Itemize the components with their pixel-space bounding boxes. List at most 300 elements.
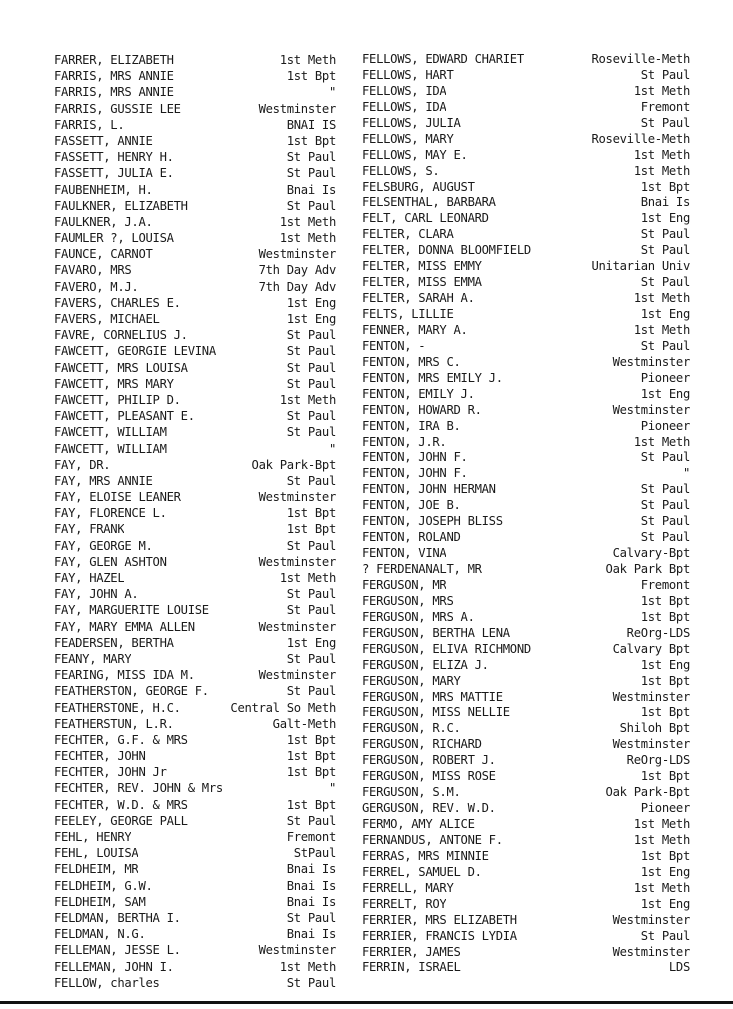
church-name: St Paul <box>286 473 336 488</box>
person-name: FELTER, SARAH A. <box>362 291 475 306</box>
list-item <box>362 658 690 674</box>
list-item <box>54 813 336 829</box>
person-name: FERGUSON, MRS A. <box>362 609 475 624</box>
person-name: FARRIS, L. <box>54 117 125 132</box>
person-name: FECHTER, G.F. & MRS <box>54 732 188 747</box>
person-name: FERRIER, FRANCIS LYDIA <box>362 928 517 943</box>
church-name: 1st Bpt <box>286 732 336 747</box>
list-item <box>362 450 690 466</box>
person-name: FAUNCE, CARNOT <box>54 247 153 262</box>
person-name: FAVRE, CORNELIUS J. <box>54 328 188 343</box>
list-item <box>362 466 690 482</box>
list-item <box>362 227 690 243</box>
list-item <box>362 817 690 833</box>
list-item <box>362 403 690 419</box>
list-item <box>54 861 336 877</box>
church-name: 1st Meth <box>633 817 690 831</box>
church-name: 1st Eng <box>286 295 336 310</box>
church-name: Bnai Is <box>286 894 336 909</box>
list-item <box>362 881 690 897</box>
list-item <box>54 878 336 894</box>
person-name: FAY, MARY EMMA ALLEN <box>54 619 195 634</box>
person-name: FAVERS, MICHAEL <box>54 312 160 326</box>
right-column <box>362 52 690 976</box>
list-item <box>362 52 690 68</box>
list-item <box>54 392 336 408</box>
person-name: FENTON, JOHN HERMAN <box>362 482 496 497</box>
list-item <box>362 100 690 116</box>
list-item <box>54 165 336 181</box>
person-name: FERGUSON, MR <box>362 577 447 592</box>
list-item <box>54 84 336 100</box>
church-name: Calvary-Bpt <box>612 546 690 561</box>
person-name: FAVERO, M.J. <box>54 279 139 294</box>
list-item <box>362 482 690 498</box>
church-name: 1st Bpt <box>640 609 690 624</box>
person-name: FAY, DR. <box>54 457 111 472</box>
church-name: Calvary Bpt <box>612 641 690 656</box>
list-item <box>54 683 336 699</box>
church-name: St Paul <box>640 450 690 465</box>
list-item <box>54 975 336 991</box>
church-name: St Paul <box>640 67 690 82</box>
person-name: FECHTER, JOHN <box>54 749 146 764</box>
list-item <box>54 910 336 926</box>
list-item <box>54 845 336 861</box>
list-item <box>362 180 690 196</box>
person-name: FECHTER, REV. JOHN & Mrs <box>54 781 223 796</box>
church-name: 1st Meth <box>633 322 690 337</box>
list-item <box>362 897 690 913</box>
list-item <box>54 182 336 198</box>
person-name: FENTON, JOSEPH BLISS <box>362 514 503 529</box>
church-name: 1st Eng <box>640 657 690 672</box>
church-name: St Paul <box>640 243 690 258</box>
person-name: FAVERS, CHARLES E. <box>54 295 181 310</box>
church-name: 1st Bpt <box>286 749 336 764</box>
person-name: GERGUSON, REV. W.D. <box>362 801 496 816</box>
person-name: FAY, HAZEL <box>54 571 125 585</box>
church-name: St Paul <box>640 275 690 290</box>
person-name: FEELEY, GEORGE PALL <box>54 813 188 828</box>
list-item <box>362 195 690 211</box>
church-name: Westminster <box>258 619 336 634</box>
list-item <box>362 148 690 164</box>
church-name: 1st Meth <box>279 53 336 67</box>
person-name: FAWCETT, WILLIAM <box>54 441 167 456</box>
person-name: FEATHERSTON, GEORGE F. <box>54 684 209 699</box>
church-name: Westminster <box>258 668 336 683</box>
list-item <box>54 327 336 343</box>
list-item <box>362 307 690 323</box>
person-name: FELTS, LILLIE <box>362 307 454 321</box>
list-item <box>54 473 336 489</box>
list-item <box>362 833 690 849</box>
church-name: Westminster <box>612 737 690 752</box>
church-name: 1st Meth <box>279 231 336 246</box>
list-item <box>54 926 336 942</box>
church-name: Unitarian Univ <box>591 259 690 274</box>
person-name: FARRIS, MRS ANNIE <box>54 69 174 84</box>
list-item <box>54 959 336 975</box>
list-item <box>362 929 690 945</box>
list-item <box>362 243 690 259</box>
person-name: FERRAS, MRS MINNIE <box>362 848 489 863</box>
person-name: FASSETT, JULIA E. <box>54 166 174 181</box>
list-item <box>54 505 336 521</box>
person-name: FELLOWS, HART <box>362 67 454 82</box>
person-name: FAUBENHEIM, H. <box>54 182 153 197</box>
person-name: FEHL, HENRY <box>54 830 132 844</box>
church-name: 1st Eng <box>640 896 690 911</box>
person-name: FELSENTHAL, BARBARA <box>362 195 496 210</box>
list-item <box>54 489 336 505</box>
person-name: FAY, FLORENCE L. <box>54 506 167 521</box>
church-name: Bnai Is <box>286 182 336 197</box>
list-item <box>362 610 690 626</box>
church-name: 1st Eng <box>640 386 690 401</box>
church-name: Central So Meth <box>230 700 336 715</box>
person-name: FERRIN, ISRAEL <box>362 960 461 975</box>
list-item <box>54 117 336 133</box>
person-name: FAY, ELOISE LEANER <box>54 490 181 505</box>
church-name: 1st Meth <box>633 291 690 306</box>
person-name: FELTER, CLARA <box>362 227 454 242</box>
person-name: FEADERSEN, BERTHA <box>54 635 174 650</box>
church-name: 1st Bpt <box>286 506 336 521</box>
person-name: FARRIS, MRS ANNIE <box>54 85 174 100</box>
person-name: FERGUSON, MRS MATTIE <box>362 689 503 704</box>
list-item <box>54 942 336 958</box>
church-name: St Paul <box>286 603 336 618</box>
church-name: 1st Bpt <box>640 848 690 863</box>
list-item <box>362 498 690 514</box>
list-item <box>54 700 336 716</box>
list-item <box>54 295 336 311</box>
person-name: FELLEMAN, JESSE L. <box>54 943 181 958</box>
person-name: FARRIS, GUSSIE LEE <box>54 101 181 116</box>
person-name: FEHL, LOUISA <box>54 846 139 861</box>
list-item <box>54 230 336 246</box>
person-name: FELTER, DONNA BLOOMFIELD <box>362 243 531 258</box>
church-name: 7th Day Adv <box>258 279 336 294</box>
church-name: 1st Meth <box>633 832 690 847</box>
person-name: FAY, GEORGE M. <box>54 538 153 553</box>
church-name: St Paul <box>286 538 336 553</box>
person-name: FECHTER, JOHN Jr <box>54 765 167 780</box>
person-name: FAWCETT, GEORGIE LEVINA <box>54 344 216 359</box>
list-item <box>54 829 336 845</box>
list-item <box>362 721 690 737</box>
church-name: 1st Eng <box>286 635 336 650</box>
church-name: 1st Eng <box>640 211 690 226</box>
church-name: Westminster <box>258 554 336 569</box>
church-name: St Paul <box>640 482 690 497</box>
list-item <box>362 546 690 562</box>
church-name: ReOrg-LDS <box>626 625 690 640</box>
church-name: 1st Bpt <box>640 769 690 784</box>
church-name: Bnai Is <box>286 878 336 893</box>
person-name: FAWCETT, WILLIAM <box>54 425 167 440</box>
church-name: 1st Meth <box>633 434 690 449</box>
list-item <box>362 68 690 84</box>
church-name: Bnai Is <box>640 195 690 210</box>
person-name: FAULKNER, J.A. <box>54 214 153 229</box>
person-name: FERGUSON, MISS ROSE <box>362 769 496 784</box>
church-name: St Paul <box>286 360 336 375</box>
person-name: FERGUSON, ELIVA RICHMOND <box>362 641 531 656</box>
person-name: FELLOWS, MARY <box>362 131 454 146</box>
church-name: Oak Park Bpt <box>605 562 690 576</box>
church-name: ReOrg-LDS <box>626 753 690 768</box>
church-name: 1st Bpt <box>286 765 336 780</box>
list-item <box>54 619 336 635</box>
list-item <box>362 801 690 817</box>
person-name: FERRIER, JAMES <box>362 944 461 959</box>
person-name: FASSETT, ANNIE <box>54 133 153 148</box>
list-item <box>54 279 336 295</box>
list-item <box>362 387 690 403</box>
person-name: ? FERDENANALT, MR <box>362 562 482 576</box>
person-name: FELSBURG, AUGUST <box>362 179 475 194</box>
person-name: FERGUSON, MRS <box>362 593 454 608</box>
person-name: FEANY, MARY <box>54 651 132 666</box>
church-name: Westminster <box>258 101 336 116</box>
list-item <box>362 960 690 976</box>
church-name: 7th Day Adv <box>258 263 336 278</box>
person-name: FAWCETT, MRS LOUISA <box>54 360 188 375</box>
list-item <box>54 764 336 780</box>
church-name: Fremont <box>640 577 690 592</box>
list-item <box>362 419 690 435</box>
list-item <box>362 913 690 929</box>
person-name: FERRELL, MARY <box>362 880 454 895</box>
person-name: FENTON, JOE B. <box>362 498 461 513</box>
church-name: 1st Meth <box>633 163 690 178</box>
church-name: Oak Park-Bpt <box>605 785 690 800</box>
church-name: " <box>328 85 336 100</box>
church-name: 1st Eng <box>286 312 336 326</box>
church-name: 1st Meth <box>633 147 690 162</box>
person-name: FELLOW, charles <box>54 975 160 990</box>
list-item <box>362 132 690 148</box>
person-name: FENTON, VINA <box>362 546 447 561</box>
list-item <box>362 769 690 785</box>
person-name: FELLOWS, MAY E. <box>362 147 468 162</box>
list-item <box>54 424 336 440</box>
church-name: BNAI IS <box>286 117 336 132</box>
list-item <box>54 52 336 68</box>
church-name: 1st Bpt <box>640 673 690 688</box>
list-item <box>362 355 690 371</box>
list-item <box>362 84 690 100</box>
person-name: FAY, JOHN A. <box>54 587 139 602</box>
church-name: St Paul <box>286 651 336 666</box>
church-name: 1st Meth <box>633 83 690 98</box>
church-name: St Paul <box>286 409 336 424</box>
list-item <box>54 343 336 359</box>
person-name: FENTON, ROLAND <box>362 530 461 545</box>
list-item <box>362 291 690 307</box>
person-name: FENTON, - <box>362 338 426 353</box>
bottom-rule <box>0 1001 733 1004</box>
person-name: FELLOWS, IDA <box>362 83 447 98</box>
church-name: 1st Bpt <box>286 133 336 148</box>
church-name: St Paul <box>286 198 336 213</box>
person-name: FENTON, MRS C. <box>362 354 461 369</box>
church-name: Westminster <box>612 944 690 959</box>
list-item <box>54 732 336 748</box>
church-name: Westminster <box>258 490 336 505</box>
person-name: FELTER, MISS EMMA <box>362 275 482 290</box>
person-name: FERGUSON, MARY <box>362 673 461 688</box>
person-name: FENTON, J.R. <box>362 434 447 449</box>
church-name: St Paul <box>286 166 336 181</box>
church-name: St Paul <box>640 115 690 130</box>
person-name: FERGUSON, S.M. <box>362 785 461 800</box>
church-name: St Paul <box>286 425 336 440</box>
church-name: Galt-Meth <box>272 716 336 731</box>
church-name: Oak Park-Bpt <box>251 457 336 472</box>
person-name: FENNER, MARY A. <box>362 322 468 337</box>
list-item <box>54 748 336 764</box>
church-name: St Paul <box>286 813 336 828</box>
list-item <box>362 562 690 578</box>
church-name: Westminster <box>258 247 336 262</box>
church-name: 1st Bpt <box>640 705 690 720</box>
person-name: FERGUSON, ELIZA J. <box>362 657 489 672</box>
person-name: FAULKNER, ELIZABETH <box>54 198 188 213</box>
person-name: FENTON, HOWARD R. <box>362 402 482 417</box>
person-name: FAY, FRANK <box>54 522 125 537</box>
person-name: FELLOWS, EDWARD CHARIET <box>362 52 524 66</box>
list-item <box>54 408 336 424</box>
church-name: St Paul <box>640 514 690 529</box>
person-name: FAWCETT, MRS MARY <box>54 376 174 391</box>
person-name: FELT, CARL LEONARD <box>362 211 489 226</box>
list-item <box>54 635 336 651</box>
list-item <box>54 214 336 230</box>
list-item <box>362 371 690 387</box>
church-name: Westminster <box>612 689 690 704</box>
church-name: 1st Bpt <box>286 69 336 84</box>
list-item <box>362 594 690 610</box>
list-item <box>54 667 336 683</box>
church-name: " <box>682 466 690 481</box>
person-name: FELLEMAN, JOHN I. <box>54 959 174 974</box>
list-item <box>362 530 690 546</box>
person-name: FENTON, MRS EMILY J. <box>362 370 503 385</box>
person-name: FECHTER, W.D. & MRS <box>54 797 188 812</box>
list-item <box>54 780 336 796</box>
church-name: Pioneer <box>640 418 690 433</box>
church-name: Westminster <box>612 354 690 369</box>
church-name: St Paul <box>286 975 336 990</box>
church-name: Roseville-Meth <box>591 131 690 146</box>
list-item <box>54 68 336 84</box>
person-name: FAY, GLEN ASHTON <box>54 554 167 569</box>
list-item <box>54 311 336 327</box>
list-item <box>54 149 336 165</box>
church-name: Pioneer <box>640 801 690 816</box>
person-name: FENTON, JOHN F. <box>362 466 468 481</box>
person-name: FELTER, MISS EMMY <box>362 259 482 274</box>
church-name: " <box>328 441 336 456</box>
church-name: 1st Meth <box>279 571 336 585</box>
church-name: 1st Bpt <box>640 179 690 194</box>
person-name: FELDMAN, BERTHA I. <box>54 910 181 925</box>
person-name: FENTON, IRA B. <box>362 418 461 433</box>
person-name: FAWCETT, PLEASANT E. <box>54 409 195 424</box>
person-name: FEATHERSTUN, L.R. <box>54 716 174 731</box>
person-name: FERRELT, ROY <box>362 896 447 911</box>
list-item <box>54 586 336 602</box>
person-name: FELDHEIM, SAM <box>54 894 146 909</box>
church-name: Westminster <box>612 912 690 927</box>
person-name: FAVARO, MRS <box>54 263 132 278</box>
list-item <box>54 554 336 570</box>
church-name: St Paul <box>286 328 336 343</box>
list-item <box>362 849 690 865</box>
list-item <box>362 945 690 961</box>
church-name: LDS <box>668 960 690 975</box>
person-name: FAY, MRS ANNIE <box>54 473 153 488</box>
list-item <box>362 275 690 291</box>
church-name: Pioneer <box>640 370 690 385</box>
list-item <box>54 538 336 554</box>
church-name: StPaul <box>293 846 336 861</box>
person-name: FENTON, JOHN F. <box>362 450 468 465</box>
list-item <box>54 457 336 473</box>
person-name: FERRIER, MRS ELIZABETH <box>362 912 517 927</box>
list-item <box>362 259 690 275</box>
list-item <box>54 101 336 117</box>
person-name: FELDHEIM, MR <box>54 862 139 877</box>
church-name: St Paul <box>640 227 690 242</box>
list-item <box>362 578 690 594</box>
list-item <box>362 674 690 690</box>
person-name: FENTON, EMILY J. <box>362 386 475 401</box>
list-item <box>362 514 690 530</box>
person-name: FELLOWS, JULIA <box>362 115 461 130</box>
list-item <box>362 705 690 721</box>
person-name: FERGUSON, MISS NELLIE <box>362 705 510 720</box>
list-item <box>362 737 690 753</box>
list-item <box>54 262 336 278</box>
list-item <box>54 376 336 392</box>
person-name: FERREL, SAMUEL D. <box>362 864 482 879</box>
person-name: FAWCETT, PHILIP D. <box>54 392 181 407</box>
church-name: Bnai Is <box>286 927 336 942</box>
list-item <box>362 753 690 769</box>
left-column <box>54 52 336 991</box>
church-name: 1st Meth <box>279 214 336 229</box>
church-name: St Paul <box>640 530 690 545</box>
list-item <box>362 626 690 642</box>
list-item <box>362 116 690 132</box>
list-item <box>54 602 336 618</box>
church-name: St Paul <box>640 928 690 943</box>
person-name: FERGUSON, BERTHA LENA <box>362 625 510 640</box>
list-item <box>54 716 336 732</box>
list-item <box>362 642 690 658</box>
church-name: " <box>328 781 336 796</box>
list-item <box>362 323 690 339</box>
church-name: Bnai Is <box>286 862 336 877</box>
church-name: St Paul <box>640 338 690 353</box>
person-name: FEATHERSTONE, H.C. <box>54 700 181 715</box>
church-name: St Paul <box>286 910 336 925</box>
